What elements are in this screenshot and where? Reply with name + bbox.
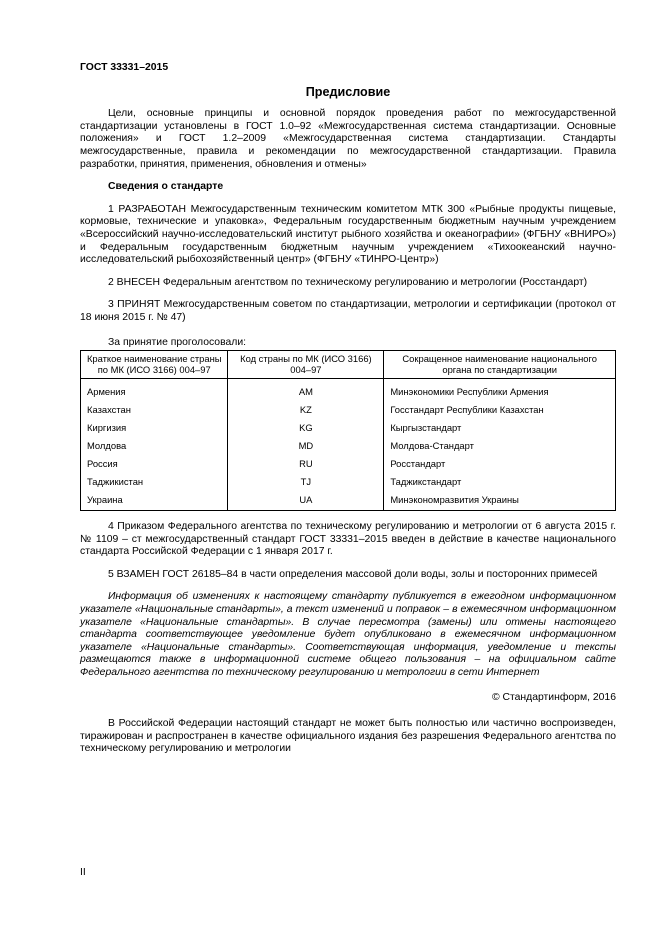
table-row: [81, 491, 616, 511]
copyright-notice: © Стандартинформ, 2016: [491, 691, 616, 703]
item-adopted: 3 ПРИНЯТ Межгосударственным советом по стандартизации, метрологии и сертификации (протокол от 18 июня 2015 г. № 47): [80, 299, 616, 323]
country-cell: Россия: [81, 455, 228, 473]
table-row: [81, 437, 616, 455]
body-cell: Росстандарт: [384, 455, 616, 473]
body-cell: Таджикстандарт: [384, 473, 616, 491]
body-cell: Кыргызстандарт: [384, 419, 616, 437]
header-code: Код страны по МК (ИСО 3166) 004–97: [228, 351, 384, 379]
table-row: [81, 379, 616, 402]
body-cell: Минэкономразвития Украины: [384, 491, 616, 511]
standard-code-header: ГОСТ 33331–2015: [80, 62, 169, 73]
page-title: Предисловие: [305, 84, 391, 99]
body-cell: Минэкономики Республики Армения: [384, 379, 616, 402]
section-heading: Сведения о стандарте: [108, 181, 224, 193]
country-cell: Казахстан: [81, 401, 228, 419]
country-cell: Украина: [81, 491, 228, 511]
code-cell: RU: [228, 455, 384, 473]
item-replaces: 5 ВЗАМЕН ГОСТ 26185–84 в части определения массовой доли воды, золы и посторонних примесей: [108, 568, 598, 580]
code-cell: KZ: [228, 401, 384, 419]
votes-header-row: [81, 351, 616, 379]
code-cell: AM: [228, 379, 384, 402]
body-cell: Молдова-Стандарт: [384, 437, 616, 455]
votes-table: [80, 350, 616, 511]
table-row: [81, 401, 616, 419]
code-cell: MD: [228, 437, 384, 455]
intro-paragraph: Цели, основные принципы и основной порядок проведения работ по межгосударственной стандартизации установлены в ГОСТ 1.0–92 «Межгосударственная система стандартизации. Основные положения» и ГОСТ 1.2–2009 «Межгосударственная система стандартизации. Стандарты межгосударственные, правила и рекомендации по межгосударственной стандартизации. Правила разработки, принятия, применения, обновления и отмены»: [80, 108, 616, 170]
body-cell: Госстандарт Республики Казахстан: [384, 401, 616, 419]
header-body: Сокращенное наименование национального органа по стандартизации: [384, 351, 616, 379]
item-developed: 1 РАЗРАБОТАН Межгосударственным техническим комитетом МТК 300 «Рыбные продукты пищевые, кормовые, технические и упаковка», Федеральным государственным бюджетным научным учреждением «Всероссийский научно-исследовательский институт рыбного хозяйства и океанографии» (ФГБНУ «ВНИРО») и Федеральным государственным бюджетным научным учреждением «Тихоокеанский научно-исследовательский рыбохозяйственный центр» (ФГБНУ «ТИНРО-Центр»): [80, 203, 616, 266]
table-row: [81, 455, 616, 473]
document-page: [80, 62, 616, 756]
page-number: II: [80, 867, 86, 878]
country-cell: Молдова: [81, 437, 228, 455]
table-row: [81, 473, 616, 491]
changes-info-paragraph: Информация об изменениях к настоящему стандарту публикуется в ежегодном информационном указателе «Национальные стандарты», а текст изменений и поправок – в ежемесячном информационном указателе «Национальные стандарты». В случае пересмотра (замены) или отмены настоящего стандарта соответствующее уведомление будет опубликовано в ежемесячном информационном указателе «Национальные стандарты». Соответствующая информация, уведомление и тексты размещаются также в информационной системе общего пользования – на официальном сайте Федерального агентства по техническому регулированию и метрологии в сети Интернет: [80, 591, 616, 679]
header-country: Краткое наименование страны по МК (ИСО 3166) 004–97: [81, 351, 228, 379]
item-order: 4 Приказом Федерального агентства по техническому регулированию и метрологии от 6 августа 2015 г. № 1109 – ст межгосударственный стандарт ГОСТ 33331–2015 введен в действие в качестве национального стандарта Российской Федерации с 1 января 2017 г.: [80, 521, 616, 558]
rights-notice: В Российской Федерации настоящий стандарт не может быть полностью или частично воспроизведен, тиражирован и распространен в качестве официального издания без разрешения Федерального агентства по техническому регулированию и метрологии: [80, 718, 616, 755]
country-cell: Киргизия: [81, 419, 228, 437]
country-cell: Таджикистан: [81, 473, 228, 491]
code-cell: KG: [228, 419, 384, 437]
code-cell: UA: [228, 491, 384, 511]
item-introduced: 2 ВНЕСЕН Федеральным агентством по техническому регулированию и метрологии (Росстандарт): [108, 276, 588, 288]
country-cell: Армения: [81, 379, 228, 402]
table-row: [81, 419, 616, 437]
code-cell: TJ: [228, 473, 384, 491]
votes-caption: За принятие проголосовали:: [108, 336, 247, 348]
